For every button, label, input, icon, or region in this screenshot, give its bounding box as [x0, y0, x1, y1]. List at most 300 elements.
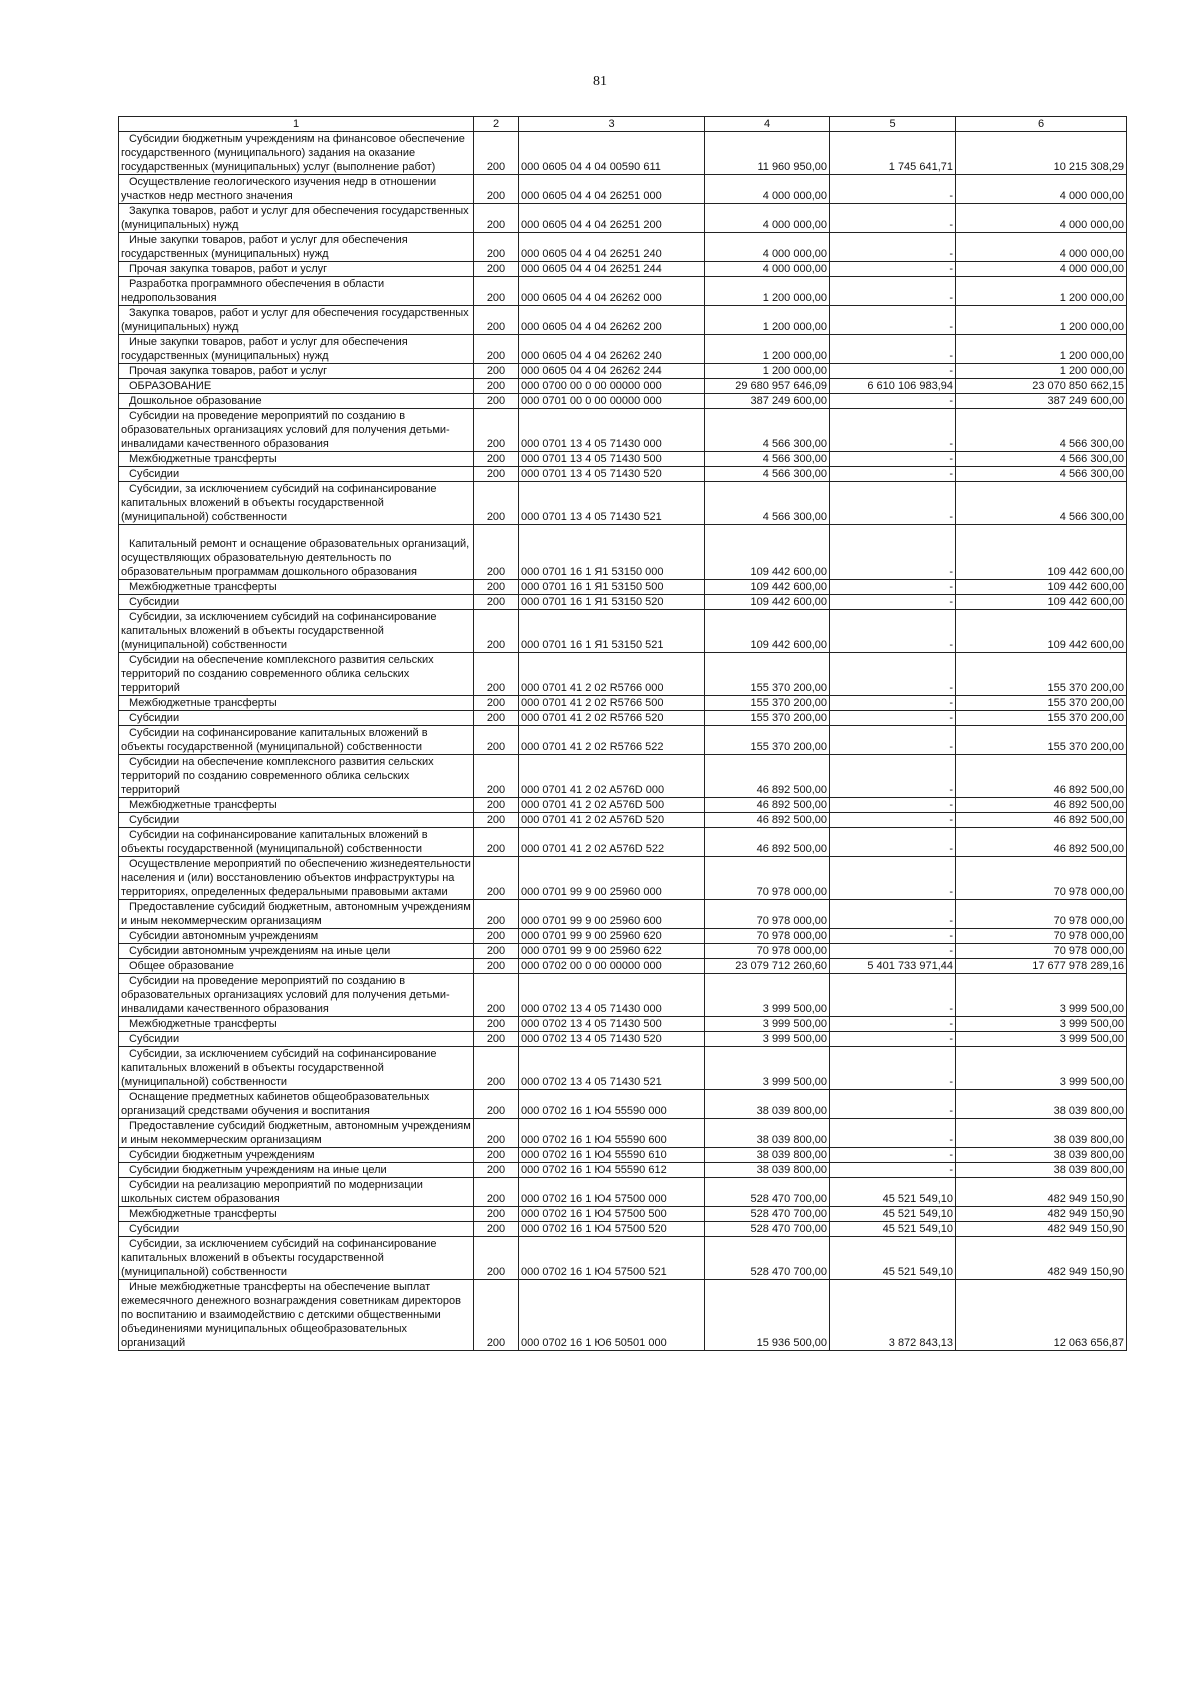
row-budget-code-cell: 000 0605 04 4 04 26262 240	[519, 335, 705, 364]
row-approved-amount-cell: 528 470 700,00	[705, 1222, 830, 1237]
row-name-label: Осуществление мероприятий по обеспечению жизнедеятельности населения и (или) восстановлению объектов инфраструктуры на территориях, определенных федеральными правовыми актами	[121, 858, 471, 898]
table-row	[119, 364, 1127, 379]
row-name-cell	[119, 580, 474, 595]
row-admin-code-cell: 200	[474, 452, 519, 467]
row-executed-amount-cell: -	[830, 857, 956, 900]
row-budget-code-cell: 000 0701 41 2 02 A576D 522	[519, 828, 705, 857]
row-budget-code-cell: 000 0702 00 0 00 00000 000	[519, 959, 705, 974]
table-row	[119, 1280, 1127, 1351]
table-row	[119, 482, 1127, 525]
page-number: 81	[593, 74, 607, 89]
row-name-cell	[119, 1148, 474, 1163]
row-executed-amount-cell: -	[830, 1090, 956, 1119]
row-unexecuted-amount-cell: 109 442 600,00	[956, 580, 1127, 595]
row-name-label: Межбюджетные трансферты	[129, 581, 277, 593]
table-row	[119, 1148, 1127, 1163]
row-admin-code-cell: 200	[474, 1178, 519, 1207]
row-budget-code-cell: 000 0702 16 1 Ю4 57500 000	[519, 1178, 705, 1207]
row-approved-amount-cell: 1 200 000,00	[705, 277, 830, 306]
row-admin-code-cell: 200	[474, 755, 519, 798]
row-name-cell	[119, 394, 474, 409]
row-unexecuted-amount-cell: 155 370 200,00	[956, 711, 1127, 726]
table-row	[119, 306, 1127, 335]
row-name-cell	[119, 306, 474, 335]
row-executed-amount-cell: -	[830, 726, 956, 755]
table-row	[119, 1222, 1127, 1237]
row-unexecuted-amount-cell: 3 999 500,00	[956, 1032, 1127, 1047]
row-admin-code-cell: 200	[474, 482, 519, 525]
row-executed-amount-cell: -	[830, 1119, 956, 1148]
table-row	[119, 175, 1127, 204]
row-admin-code-cell: 200	[474, 900, 519, 929]
row-approved-amount-cell: 109 442 600,00	[705, 595, 830, 610]
row-name-cell	[119, 132, 474, 175]
row-budget-code-cell: 000 0702 16 1 Ю4 55590 600	[519, 1119, 705, 1148]
row-name-label: Межбюджетные трансферты	[129, 697, 277, 709]
row-approved-amount-cell: 3 999 500,00	[705, 1017, 830, 1032]
table-row	[119, 1090, 1127, 1119]
row-budget-code-cell: 000 0701 16 1 Я1 53150 521	[519, 610, 705, 653]
row-executed-amount-cell: -	[830, 277, 956, 306]
row-name-cell	[119, 813, 474, 828]
row-admin-code-cell: 200	[474, 306, 519, 335]
row-approved-amount-cell: 38 039 800,00	[705, 1148, 830, 1163]
row-executed-amount-cell: -	[830, 262, 956, 277]
row-admin-code-cell: 200	[474, 467, 519, 482]
row-budget-code-cell: 000 0702 16 1 Ю4 55590 000	[519, 1090, 705, 1119]
row-approved-amount-cell: 528 470 700,00	[705, 1178, 830, 1207]
row-budget-code-cell: 000 0701 41 2 02 R5766 520	[519, 711, 705, 726]
row-budget-code-cell: 000 0702 13 4 05 71430 521	[519, 1047, 705, 1090]
row-name-label: Иные закупки товаров, работ и услуг для обеспечения государственных (муниципальных) нужд	[121, 234, 408, 260]
row-name-cell	[119, 711, 474, 726]
row-unexecuted-amount-cell: 1 200 000,00	[956, 364, 1127, 379]
row-budget-code-cell: 000 0702 13 4 05 71430 500	[519, 1017, 705, 1032]
row-unexecuted-amount-cell: 3 999 500,00	[956, 1017, 1127, 1032]
row-executed-amount-cell: -	[830, 610, 956, 653]
row-name-label: Прочая закупка товаров, работ и услуг	[129, 263, 328, 275]
row-budget-code-cell: 000 0701 99 9 00 25960 000	[519, 857, 705, 900]
row-name-label: Иные межбюджетные трансферты на обеспечение выплат ежемесячного денежного вознаграждения советникам директоров по воспитанию и взаимодействию с детскими общественными объединениями муниципальных общеобразовательных организаций	[121, 1281, 462, 1349]
row-unexecuted-amount-cell: 1 200 000,00	[956, 335, 1127, 364]
row-budget-code-cell: 000 0701 41 2 02 A576D 000	[519, 755, 705, 798]
row-name-label: Субсидии на софинансирование капитальных вложений в объекты государственной (муниципальной) собственности	[121, 829, 428, 855]
table-row	[119, 959, 1127, 974]
row-executed-amount-cell: -	[830, 755, 956, 798]
row-admin-code-cell: 200	[474, 409, 519, 452]
row-name-cell	[119, 1017, 474, 1032]
row-unexecuted-amount-cell: 155 370 200,00	[956, 653, 1127, 696]
row-approved-amount-cell: 4 566 300,00	[705, 467, 830, 482]
row-unexecuted-amount-cell: 109 442 600,00	[956, 595, 1127, 610]
row-executed-amount-cell: -	[830, 306, 956, 335]
row-name-label: Межбюджетные трансферты	[129, 453, 277, 465]
row-name-label: Разработка программного обеспечения в области недропользования	[121, 278, 385, 304]
row-unexecuted-amount-cell: 38 039 800,00	[956, 1090, 1127, 1119]
table-row	[119, 1207, 1127, 1222]
row-admin-code-cell: 200	[474, 175, 519, 204]
row-name-cell	[119, 364, 474, 379]
row-budget-code-cell: 000 0701 13 4 05 71430 000	[519, 409, 705, 452]
row-unexecuted-amount-cell: 3 999 500,00	[956, 974, 1127, 1017]
row-approved-amount-cell: 1 200 000,00	[705, 364, 830, 379]
row-admin-code-cell: 200	[474, 1207, 519, 1222]
row-approved-amount-cell: 1 200 000,00	[705, 306, 830, 335]
row-unexecuted-amount-cell: 4 566 300,00	[956, 482, 1127, 525]
row-budget-code-cell: 000 0701 16 1 Я1 53150 520	[519, 595, 705, 610]
row-approved-amount-cell: 11 960 950,00	[705, 132, 830, 175]
row-unexecuted-amount-cell: 23 070 850 662,15	[956, 379, 1127, 394]
row-unexecuted-amount-cell: 4 566 300,00	[956, 467, 1127, 482]
row-name-label: Субсидии бюджетным учреждениям на иные цели	[129, 1164, 387, 1176]
table-row	[119, 857, 1127, 900]
row-admin-code-cell: 200	[474, 1148, 519, 1163]
table-row	[119, 467, 1127, 482]
row-approved-amount-cell: 528 470 700,00	[705, 1237, 830, 1280]
table-row	[119, 944, 1127, 959]
row-budget-code-cell: 000 0701 16 1 Я1 53150 000	[519, 525, 705, 580]
row-budget-code-cell: 000 0701 99 9 00 25960 622	[519, 944, 705, 959]
table-row	[119, 1017, 1127, 1032]
table-row	[119, 595, 1127, 610]
row-name-cell	[119, 696, 474, 711]
row-admin-code-cell: 200	[474, 726, 519, 755]
table-row	[119, 696, 1127, 711]
row-approved-amount-cell: 38 039 800,00	[705, 1163, 830, 1178]
row-name-label: Предоставление субсидий бюджетным, автономным учреждениям и иным некоммерческим организациям	[121, 901, 471, 927]
table-row	[119, 1032, 1127, 1047]
row-unexecuted-amount-cell: 46 892 500,00	[956, 813, 1127, 828]
table-row	[119, 204, 1127, 233]
row-unexecuted-amount-cell: 10 215 308,29	[956, 132, 1127, 175]
row-approved-amount-cell: 4 000 000,00	[705, 233, 830, 262]
row-name-label: Субсидии	[129, 468, 180, 480]
row-executed-amount-cell: -	[830, 394, 956, 409]
row-name-cell	[119, 1178, 474, 1207]
table-row	[119, 798, 1127, 813]
row-unexecuted-amount-cell: 482 949 150,90	[956, 1207, 1127, 1222]
row-name-label: Межбюджетные трансферты	[129, 1018, 277, 1030]
row-budget-code-cell: 000 0702 16 1 Ю4 57500 500	[519, 1207, 705, 1222]
row-name-label: Субсидии	[129, 1223, 180, 1235]
row-name-cell	[119, 974, 474, 1017]
row-budget-code-cell: 000 0701 99 9 00 25960 620	[519, 929, 705, 944]
row-unexecuted-amount-cell: 4 000 000,00	[956, 262, 1127, 277]
row-unexecuted-amount-cell: 1 200 000,00	[956, 306, 1127, 335]
row-executed-amount-cell: -	[830, 175, 956, 204]
row-executed-amount-cell: 5 401 733 971,44	[830, 959, 956, 974]
row-executed-amount-cell: 45 521 549,10	[830, 1237, 956, 1280]
row-name-cell	[119, 1047, 474, 1090]
row-name-cell	[119, 610, 474, 653]
row-approved-amount-cell: 4 000 000,00	[705, 175, 830, 204]
row-admin-code-cell: 200	[474, 929, 519, 944]
row-name-cell	[119, 857, 474, 900]
row-approved-amount-cell: 46 892 500,00	[705, 828, 830, 857]
row-unexecuted-amount-cell: 482 949 150,90	[956, 1178, 1127, 1207]
row-admin-code-cell: 200	[474, 1017, 519, 1032]
row-executed-amount-cell: -	[830, 409, 956, 452]
row-name-label: Предоставление субсидий бюджетным, автономным учреждениям и иным некоммерческим организациям	[121, 1120, 471, 1146]
row-budget-code-cell: 000 0702 16 1 Ю4 55590 612	[519, 1163, 705, 1178]
row-budget-code-cell: 000 0701 13 4 05 71430 500	[519, 452, 705, 467]
row-unexecuted-amount-cell: 387 249 600,00	[956, 394, 1127, 409]
row-admin-code-cell: 200	[474, 813, 519, 828]
row-budget-code-cell: 000 0605 04 4 04 00590 611	[519, 132, 705, 175]
table-row	[119, 262, 1127, 277]
row-name-label: Субсидии	[129, 712, 180, 724]
row-name-cell	[119, 1032, 474, 1047]
row-executed-amount-cell: -	[830, 1032, 956, 1047]
row-name-cell	[119, 755, 474, 798]
row-unexecuted-amount-cell: 4 000 000,00	[956, 175, 1127, 204]
row-unexecuted-amount-cell: 482 949 150,90	[956, 1222, 1127, 1237]
row-unexecuted-amount-cell: 46 892 500,00	[956, 828, 1127, 857]
table-row	[119, 653, 1127, 696]
row-executed-amount-cell: -	[830, 580, 956, 595]
row-approved-amount-cell: 155 370 200,00	[705, 726, 830, 755]
row-budget-code-cell: 000 0701 41 2 02 R5766 500	[519, 696, 705, 711]
row-approved-amount-cell: 46 892 500,00	[705, 755, 830, 798]
row-budget-code-cell: 000 0701 00 0 00 00000 000	[519, 394, 705, 409]
row-name-label: Субсидии бюджетным учреждениям	[129, 1149, 315, 1161]
row-executed-amount-cell: -	[830, 929, 956, 944]
row-executed-amount-cell: -	[830, 1148, 956, 1163]
row-executed-amount-cell: -	[830, 335, 956, 364]
row-budget-code-cell: 000 0605 04 4 04 26251 000	[519, 175, 705, 204]
row-admin-code-cell: 200	[474, 1119, 519, 1148]
row-executed-amount-cell: -	[830, 482, 956, 525]
row-budget-code-cell: 000 0701 99 9 00 25960 600	[519, 900, 705, 929]
column-number-header	[119, 117, 1127, 132]
row-admin-code-cell: 200	[474, 1047, 519, 1090]
row-unexecuted-amount-cell: 4 566 300,00	[956, 452, 1127, 467]
table-row	[119, 394, 1127, 409]
row-budget-code-cell: 000 0605 04 4 04 26251 244	[519, 262, 705, 277]
table-row	[119, 1163, 1127, 1178]
row-name-cell	[119, 900, 474, 929]
row-unexecuted-amount-cell: 109 442 600,00	[956, 610, 1127, 653]
row-name-label: Общее образование	[129, 960, 234, 972]
row-approved-amount-cell: 15 936 500,00	[705, 1280, 830, 1351]
row-name-label: Дошкольное образование	[129, 395, 262, 407]
row-admin-code-cell: 200	[474, 944, 519, 959]
table-row	[119, 580, 1127, 595]
row-name-label: Субсидии	[129, 814, 180, 826]
row-name-label: Субсидии, за исключением субсидий на софинансирование капитальных вложений в объекты государственной (муниципальной) собственности	[121, 1048, 437, 1088]
row-name-label: Субсидии автономным учреждениям	[129, 930, 319, 942]
row-executed-amount-cell: -	[830, 900, 956, 929]
row-name-cell	[119, 233, 474, 262]
row-name-label: Субсидии, за исключением субсидий на софинансирование капитальных вложений в объекты государственной (муниципальной) собственности	[121, 483, 437, 523]
row-admin-code-cell: 200	[474, 974, 519, 1017]
row-approved-amount-cell: 38 039 800,00	[705, 1090, 830, 1119]
row-name-label: Субсидии на обеспечение комплексного развития сельских территорий по созданию современного облика сельских территорий	[121, 756, 434, 796]
row-unexecuted-amount-cell: 70 978 000,00	[956, 857, 1127, 900]
row-name-cell	[119, 798, 474, 813]
row-executed-amount-cell: -	[830, 595, 956, 610]
table-row	[119, 1237, 1127, 1280]
row-approved-amount-cell: 155 370 200,00	[705, 696, 830, 711]
row-name-label: Субсидии бюджетным учреждениям на финансовое обеспечение государственного (муниципального) задания на оказание государственных (муниципальных) услуг (выполнение работ)	[121, 133, 465, 173]
table-row	[119, 277, 1127, 306]
row-budget-code-cell: 000 0700 00 0 00 00000 000	[519, 379, 705, 394]
row-budget-code-cell: 000 0702 16 1 Ю4 57500 520	[519, 1222, 705, 1237]
row-unexecuted-amount-cell: 12 063 656,87	[956, 1280, 1127, 1351]
row-unexecuted-amount-cell: 46 892 500,00	[956, 755, 1127, 798]
row-name-cell	[119, 1222, 474, 1237]
row-approved-amount-cell: 3 999 500,00	[705, 974, 830, 1017]
row-unexecuted-amount-cell: 38 039 800,00	[956, 1163, 1127, 1178]
row-name-label: Межбюджетные трансферты	[129, 799, 277, 811]
spacer	[121, 525, 471, 537]
row-name-cell	[119, 1207, 474, 1222]
row-name-label: Капитальный ремонт и оснащение образовательных организаций, осуществляющих образовательную деятельность по образовательным программам дошкольного образования	[121, 538, 470, 578]
row-name-cell	[119, 409, 474, 452]
row-unexecuted-amount-cell: 17 677 978 289,16	[956, 959, 1127, 974]
row-executed-amount-cell: -	[830, 944, 956, 959]
row-executed-amount-cell: -	[830, 204, 956, 233]
row-admin-code-cell: 200	[474, 262, 519, 277]
row-name-cell	[119, 1163, 474, 1178]
row-name-cell	[119, 482, 474, 525]
row-approved-amount-cell: 70 978 000,00	[705, 944, 830, 959]
row-executed-amount-cell: -	[830, 813, 956, 828]
row-approved-amount-cell: 38 039 800,00	[705, 1119, 830, 1148]
row-name-cell	[119, 175, 474, 204]
row-executed-amount-cell: -	[830, 974, 956, 1017]
row-approved-amount-cell: 4 566 300,00	[705, 482, 830, 525]
row-unexecuted-amount-cell: 70 978 000,00	[956, 900, 1127, 929]
table-row	[119, 828, 1127, 857]
row-admin-code-cell: 200	[474, 580, 519, 595]
row-approved-amount-cell: 46 892 500,00	[705, 798, 830, 813]
table-row	[119, 409, 1127, 452]
row-approved-amount-cell: 109 442 600,00	[705, 610, 830, 653]
header-col-4: 4	[705, 117, 830, 132]
row-budget-code-cell: 000 0701 16 1 Я1 53150 500	[519, 580, 705, 595]
row-budget-code-cell: 000 0701 41 2 02 R5766 522	[519, 726, 705, 755]
row-unexecuted-amount-cell: 4 566 300,00	[956, 409, 1127, 452]
row-name-cell	[119, 653, 474, 696]
row-name-cell	[119, 277, 474, 306]
row-name-cell	[119, 828, 474, 857]
row-name-label: Субсидии на проведение мероприятий по созданию в образовательных организациях условий для получения детьми-инвалидами качественного образования	[121, 410, 450, 450]
row-unexecuted-amount-cell: 482 949 150,90	[956, 1237, 1127, 1280]
row-executed-amount-cell: -	[830, 1017, 956, 1032]
row-executed-amount-cell: -	[830, 452, 956, 467]
row-unexecuted-amount-cell: 109 442 600,00	[956, 525, 1127, 580]
row-name-label: Субсидии на проведение мероприятий по созданию в образовательных организациях условий для получения детьми-инвалидами качественного образования	[121, 975, 450, 1015]
row-name-label: Прочая закупка товаров, работ и услуг	[129, 365, 328, 377]
row-name-label: Субсидии на софинансирование капитальных вложений в объекты государственной (муниципальной) собственности	[121, 727, 428, 753]
row-approved-amount-cell: 1 200 000,00	[705, 335, 830, 364]
row-approved-amount-cell: 3 999 500,00	[705, 1047, 830, 1090]
table-body	[119, 132, 1127, 1351]
row-budget-code-cell: 000 0701 41 2 02 A576D 500	[519, 798, 705, 813]
table-row	[119, 900, 1127, 929]
row-executed-amount-cell: -	[830, 233, 956, 262]
row-approved-amount-cell: 23 079 712 260,60	[705, 959, 830, 974]
row-executed-amount-cell: -	[830, 653, 956, 696]
table-row	[119, 755, 1127, 798]
row-executed-amount-cell: 45 521 549,10	[830, 1222, 956, 1237]
row-executed-amount-cell: 6 610 106 983,94	[830, 379, 956, 394]
budget-execution-table	[118, 116, 1127, 1351]
row-approved-amount-cell: 155 370 200,00	[705, 653, 830, 696]
row-unexecuted-amount-cell: 70 978 000,00	[956, 944, 1127, 959]
row-unexecuted-amount-cell: 4 000 000,00	[956, 204, 1127, 233]
row-admin-code-cell: 200	[474, 696, 519, 711]
row-name-label: Закупка товаров, работ и услуг для обеспечения государственных (муниципальных) нужд	[121, 307, 469, 333]
row-name-label: Закупка товаров, работ и услуг для обеспечения государственных (муниципальных) нужд	[121, 205, 469, 231]
row-executed-amount-cell: -	[830, 364, 956, 379]
row-unexecuted-amount-cell: 155 370 200,00	[956, 696, 1127, 711]
row-executed-amount-cell: -	[830, 798, 956, 813]
row-executed-amount-cell: -	[830, 467, 956, 482]
table-row	[119, 1119, 1127, 1148]
row-executed-amount-cell: -	[830, 1047, 956, 1090]
row-executed-amount-cell: -	[830, 711, 956, 726]
row-approved-amount-cell: 387 249 600,00	[705, 394, 830, 409]
row-name-cell	[119, 1119, 474, 1148]
row-admin-code-cell: 200	[474, 1237, 519, 1280]
row-approved-amount-cell: 4 566 300,00	[705, 409, 830, 452]
row-admin-code-cell: 200	[474, 595, 519, 610]
row-admin-code-cell: 200	[474, 335, 519, 364]
table-row	[119, 610, 1127, 653]
table-row	[119, 379, 1127, 394]
row-budget-code-cell: 000 0702 16 1 Ю4 55590 610	[519, 1148, 705, 1163]
row-unexecuted-amount-cell: 155 370 200,00	[956, 726, 1127, 755]
row-admin-code-cell: 200	[474, 204, 519, 233]
row-budget-code-cell: 000 0605 04 4 04 26251 200	[519, 204, 705, 233]
row-name-label: Субсидии, за исключением субсидий на софинансирование капитальных вложений в объекты государственной (муниципальной) собственности	[121, 611, 437, 651]
row-name-cell	[119, 525, 474, 580]
table-row	[119, 813, 1127, 828]
row-admin-code-cell: 200	[474, 525, 519, 580]
row-name-cell	[119, 944, 474, 959]
row-name-label: Субсидии на обеспечение комплексного развития сельских территорий по созданию современного облика сельских территорий	[121, 654, 434, 694]
row-name-cell	[119, 1237, 474, 1280]
row-admin-code-cell: 200	[474, 1163, 519, 1178]
row-unexecuted-amount-cell: 3 999 500,00	[956, 1047, 1127, 1090]
row-admin-code-cell: 200	[474, 610, 519, 653]
table-row	[119, 974, 1127, 1017]
table-row	[119, 711, 1127, 726]
row-name-cell	[119, 262, 474, 277]
row-approved-amount-cell: 155 370 200,00	[705, 711, 830, 726]
row-budget-code-cell: 000 0702 13 4 05 71430 520	[519, 1032, 705, 1047]
row-approved-amount-cell: 70 978 000,00	[705, 929, 830, 944]
row-unexecuted-amount-cell: 1 200 000,00	[956, 277, 1127, 306]
row-name-cell	[119, 204, 474, 233]
header-col-3: 3	[519, 117, 705, 132]
row-name-cell	[119, 379, 474, 394]
row-approved-amount-cell: 70 978 000,00	[705, 857, 830, 900]
row-admin-code-cell: 200	[474, 959, 519, 974]
row-executed-amount-cell: 3 872 843,13	[830, 1280, 956, 1351]
row-budget-code-cell: 000 0702 16 1 Ю6 50501 000	[519, 1280, 705, 1351]
row-budget-code-cell: 000 0701 13 4 05 71430 521	[519, 482, 705, 525]
row-approved-amount-cell: 528 470 700,00	[705, 1207, 830, 1222]
row-executed-amount-cell: 45 521 549,10	[830, 1207, 956, 1222]
row-budget-code-cell: 000 0701 41 2 02 A576D 520	[519, 813, 705, 828]
row-budget-code-cell: 000 0605 04 4 04 26251 240	[519, 233, 705, 262]
row-budget-code-cell: 000 0605 04 4 04 26262 200	[519, 306, 705, 335]
row-name-label: Межбюджетные трансферты	[129, 1208, 277, 1220]
table-row	[119, 1178, 1127, 1207]
